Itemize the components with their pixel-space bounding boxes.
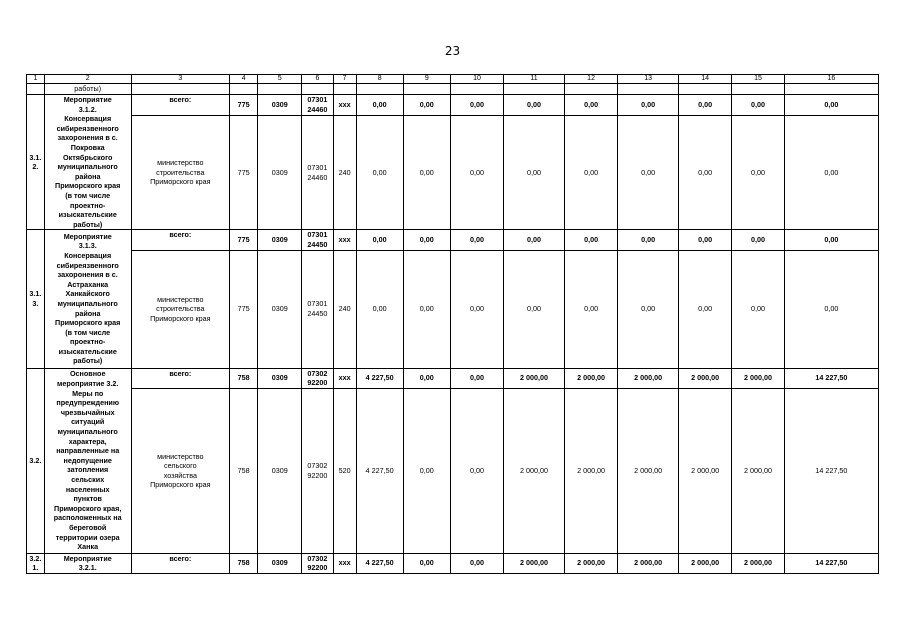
table-cell (302, 553, 333, 573)
executor-cell (131, 250, 229, 368)
table-cell (230, 388, 258, 553)
table-row-detail (27, 388, 879, 553)
table-cell (618, 84, 679, 95)
cell-text: 0309 (271, 304, 288, 314)
amount-cell (784, 250, 878, 368)
table-cell (784, 84, 878, 95)
executor-cell (131, 95, 229, 116)
amount-cell (618, 115, 679, 230)
table-header-row (27, 75, 879, 84)
amount-cell (678, 553, 731, 573)
cell-text: 0,00 (824, 304, 839, 314)
amount-cell (732, 95, 784, 116)
table-cell (230, 250, 258, 368)
cell-text: 10 (473, 75, 481, 82)
cell-text: 0,00 (641, 304, 656, 314)
cell-text: 0,00 (470, 235, 484, 245)
amount-cell (678, 230, 731, 250)
amount-cell (403, 553, 450, 573)
cell-text: 2 (85, 75, 90, 82)
cell-text: 758 (237, 373, 250, 383)
cell-text: 0,00 (824, 100, 839, 110)
cell-text: 0,00 (419, 100, 434, 110)
cell-text: 2 000,00 (577, 558, 606, 568)
cell-text: 0309 (271, 373, 288, 383)
amount-cell (784, 115, 878, 230)
amount-cell (618, 230, 679, 250)
cell-text: 3.1. 2. (29, 152, 42, 172)
cell-text: 758 (237, 465, 250, 475)
table-cell (230, 95, 258, 116)
table-cell (258, 553, 302, 573)
amount-cell (678, 368, 731, 388)
cell-text: 07302 92200 (307, 368, 328, 388)
executor-cell (131, 368, 229, 388)
cell-text: 2 000,00 (744, 373, 772, 383)
amount-cell (403, 95, 450, 116)
cell-text: 0,00 (751, 100, 765, 110)
amount-cell (356, 553, 403, 573)
table-cell (333, 84, 356, 95)
amount-cell (732, 250, 784, 368)
cell-text: 240 (338, 304, 351, 314)
amount-cell (678, 95, 731, 116)
cell-text: 0,00 (372, 235, 387, 245)
amount-cell (403, 368, 450, 388)
table-cell (258, 250, 302, 368)
executor-cell (131, 115, 229, 230)
cell-text: 14 227,50 (815, 465, 848, 475)
table-cell (302, 84, 333, 95)
measure-description: Меры по предупреждению чрезвычайных ситуаций муниципального характера, направленные на недопущение затопления сельских населенных пунктов Приморского края, расположенных на береговой территории озера Ханка (53, 388, 122, 552)
amount-cell (784, 230, 878, 250)
cell-text: 2 000,00 (634, 465, 663, 475)
amount-cell (784, 368, 878, 388)
column-header (450, 75, 503, 84)
amount-cell (356, 115, 403, 230)
column-header (302, 75, 333, 84)
cell-text: 07301 24450 (307, 299, 328, 318)
cell-text: 2 000,00 (744, 558, 772, 568)
cell-text: 07301 24460 (307, 95, 328, 114)
measure-title: Основное мероприятие 3.2. (57, 369, 119, 389)
cell-text: 4 227,50 (365, 373, 394, 383)
cell-text: 0,00 (584, 235, 599, 245)
measure-name-cell (44, 84, 131, 95)
table-cell (302, 115, 333, 230)
cell-text: 4 (241, 75, 246, 82)
cell-text: 6 (315, 75, 320, 82)
amount-cell (356, 230, 403, 250)
column-header (356, 75, 403, 84)
table-cell (403, 84, 450, 95)
cell-text: 0,00 (372, 167, 387, 177)
cell-text: 0,00 (641, 167, 656, 177)
table-cell (258, 84, 302, 95)
measure-description: Консервация сибиреязвенного захоронения в с. Покровка Октябрьского муниципального района Приморского края (в том числе проектно- изыскательские работы) (55, 114, 121, 229)
amount-cell (784, 388, 878, 553)
cell-text: 07302 92200 (307, 461, 328, 480)
cell-text: 775 (237, 304, 250, 314)
cell-text: 0,00 (527, 167, 542, 177)
executor-cell (131, 388, 229, 553)
cell-text: 0309 (271, 100, 288, 110)
cell-text: 0,00 (372, 100, 387, 110)
amount-cell (618, 368, 679, 388)
amount-cell (564, 388, 617, 553)
cell-text: 4 227,50 (365, 558, 394, 568)
column-header (618, 75, 679, 84)
column-header (131, 75, 229, 84)
amount-cell (504, 553, 565, 573)
amount-cell (504, 388, 565, 553)
cell-text: 4 227,50 (365, 465, 394, 475)
table-cell (302, 368, 333, 388)
amount-cell (450, 368, 503, 388)
cell-text: 0,00 (470, 167, 484, 177)
measure-title: Мероприятие 3.2.1. (63, 553, 112, 573)
amount-cell (618, 553, 679, 573)
table-cell (333, 115, 356, 230)
measure-number-cell (27, 553, 45, 573)
table-row-total (27, 95, 879, 116)
table-cell (333, 95, 356, 116)
cell-text: 3.1. 3. (29, 289, 42, 308)
measure-name-cell (44, 553, 131, 573)
cell-text: 0,00 (419, 167, 434, 177)
cell-text: 2 000,00 (744, 465, 772, 475)
measure-description: Консервация сибиреязвенного захоронения в с. Астраханка Ханкайского муниципального района Приморского края (в том числе проектно- изыскательские работы) (55, 250, 121, 366)
column-header (564, 75, 617, 84)
cell-text: 775 (237, 167, 250, 177)
measure-title: Мероприятие 3.1.3. (63, 231, 112, 251)
cell-text: 14 227,50 (815, 558, 848, 568)
cell-text: 7 (342, 75, 347, 82)
amount-cell (678, 250, 731, 368)
cell-text: ххх (338, 100, 351, 110)
amount-cell (564, 368, 617, 388)
amount-cell (618, 388, 679, 553)
amount-cell (356, 250, 403, 368)
cell-text: 0309 (271, 167, 288, 177)
cell-text: 0309 (271, 465, 288, 475)
amount-cell (678, 388, 731, 553)
cell-text: 0,00 (470, 304, 484, 314)
column-header (678, 75, 731, 84)
amount-cell (450, 553, 503, 573)
cell-text: 5 (277, 75, 282, 82)
cell-text: 0,00 (419, 304, 434, 314)
cell-text: 2 000,00 (520, 558, 549, 568)
budget-table (26, 74, 879, 574)
amount-cell (450, 230, 503, 250)
amount-cell (504, 250, 565, 368)
cell-text: 0,00 (419, 373, 434, 383)
cell-text: 3.2. (29, 455, 42, 465)
cell-text: 775 (237, 235, 250, 245)
cell-text: 0,00 (641, 100, 656, 110)
table-cell (302, 230, 333, 250)
cell-text: 0,00 (419, 558, 434, 568)
cell-text: всего: (169, 230, 192, 240)
amount-cell (564, 250, 617, 368)
amount-cell (784, 553, 878, 573)
cell-text: 0,00 (584, 304, 599, 314)
amount-cell (732, 388, 784, 553)
column-header (258, 75, 302, 84)
amount-cell (504, 115, 565, 230)
cell-text: работы) (74, 84, 102, 94)
cell-text: 2 000,00 (691, 465, 720, 475)
cell-text: 2 000,00 (520, 465, 549, 475)
cell-text: всего: (169, 368, 192, 378)
table-row-detail (27, 115, 879, 230)
amount-cell (564, 553, 617, 573)
table-cell (504, 84, 565, 95)
amount-cell (504, 368, 565, 388)
cell-text: 0309 (271, 235, 288, 245)
table-cell (333, 368, 356, 388)
table-cell (333, 250, 356, 368)
cell-text: 14 (701, 75, 710, 82)
amount-cell (732, 115, 784, 230)
cell-text: 3.2. 1. (29, 553, 42, 573)
amount-cell (732, 230, 784, 250)
table-cell (131, 84, 229, 95)
cell-text: 12 (587, 75, 595, 82)
amount-cell (450, 115, 503, 230)
cell-text: 0,00 (698, 167, 713, 177)
cell-text: 520 (338, 465, 351, 475)
table-cell (258, 115, 302, 230)
amount-cell (732, 368, 784, 388)
table-cell (302, 388, 333, 553)
amount-cell (678, 115, 731, 230)
cell-text: 1 (33, 75, 38, 82)
cell-text: всего: (169, 553, 192, 563)
cell-text: всего: (169, 95, 192, 104)
cell-text: 0,00 (698, 235, 713, 245)
amount-cell (564, 230, 617, 250)
cell-text: 0,00 (470, 465, 484, 475)
cell-text: 07301 24450 (307, 230, 328, 249)
cell-text: 11 (530, 75, 538, 82)
amount-cell (784, 95, 878, 116)
column-header (504, 75, 565, 84)
table-row-total (27, 553, 879, 573)
executor-cell (131, 230, 229, 250)
table-row-total (27, 230, 879, 250)
cell-text: министерство строительства Приморского края (150, 158, 211, 187)
cell-text: 0,00 (584, 167, 599, 177)
cell-text: 0,00 (698, 304, 713, 314)
cell-text: 2 000,00 (634, 558, 663, 568)
cell-text: 8 (377, 75, 382, 82)
cell-text: 2 000,00 (577, 465, 606, 475)
column-header (784, 75, 878, 84)
table-row-total (27, 368, 879, 388)
cell-text: 14 227,50 (815, 373, 848, 383)
table-cell (230, 115, 258, 230)
cell-text: 2 000,00 (691, 558, 720, 568)
cell-text: 0,00 (824, 235, 839, 245)
cell-text: 0,00 (751, 235, 765, 245)
cell-text: 2 000,00 (691, 373, 720, 383)
cell-text: ххх (338, 373, 351, 383)
table-cell (333, 230, 356, 250)
table-row-detail (27, 250, 879, 368)
executor-cell (131, 553, 229, 573)
measure-number-cell (27, 368, 45, 553)
cell-text: 0,00 (527, 235, 542, 245)
amount-cell (450, 95, 503, 116)
column-header (230, 75, 258, 84)
table-cell (333, 553, 356, 573)
measure-name-cell (44, 230, 131, 368)
amount-cell (504, 230, 565, 250)
cell-text: 0,00 (419, 235, 434, 245)
column-header (403, 75, 450, 84)
table-cell (27, 84, 45, 95)
amount-cell (504, 95, 565, 116)
amount-cell (356, 368, 403, 388)
cell-text: 0,00 (751, 167, 765, 177)
measure-number-cell (27, 95, 45, 230)
cell-text: 0,00 (470, 558, 484, 568)
amount-cell (564, 95, 617, 116)
page-number: 23 (444, 44, 461, 58)
table-row (27, 84, 879, 95)
table-cell (258, 230, 302, 250)
column-header (333, 75, 356, 84)
table-cell (258, 95, 302, 116)
measure-number-cell (27, 230, 45, 368)
amount-cell (356, 388, 403, 553)
cell-text: 0,00 (584, 100, 599, 110)
table-cell (333, 388, 356, 553)
cell-text: 0,00 (419, 465, 434, 475)
cell-text: ххх (338, 558, 351, 568)
table-cell (356, 84, 403, 95)
amount-cell (618, 95, 679, 116)
cell-text: 2 000,00 (520, 373, 549, 383)
amount-cell (564, 115, 617, 230)
table-cell (302, 250, 333, 368)
cell-text: 13 (644, 75, 653, 82)
cell-text: 0,00 (698, 100, 713, 110)
measure-name-cell (44, 95, 131, 230)
cell-text: 3 (178, 75, 183, 82)
amount-cell (732, 553, 784, 573)
table-cell (258, 388, 302, 553)
table-cell (258, 368, 302, 388)
cell-text: 0,00 (641, 235, 656, 245)
table-cell (302, 95, 333, 116)
cell-text: 2 000,00 (634, 373, 663, 383)
amount-cell (618, 250, 679, 368)
cell-text: 0,00 (470, 100, 484, 110)
cell-text: министерство строительства Приморского края (150, 294, 211, 323)
table-cell (450, 84, 503, 95)
cell-text: 758 (237, 558, 250, 568)
cell-text: 07302 92200 (307, 553, 328, 573)
amount-cell (403, 250, 450, 368)
cell-text: 9 (424, 75, 429, 82)
cell-text: 0,00 (470, 373, 484, 383)
table-cell (230, 230, 258, 250)
table-cell (230, 368, 258, 388)
amount-cell (450, 388, 503, 553)
table-cell (678, 84, 731, 95)
amount-cell (403, 230, 450, 250)
amount-cell (450, 250, 503, 368)
amount-cell (403, 388, 450, 553)
amount-cell (403, 115, 450, 230)
measure-title: Мероприятие 3.1.2. (63, 95, 112, 114)
cell-text: 15 (754, 75, 762, 82)
table-cell (732, 84, 784, 95)
cell-text: 0,00 (824, 167, 839, 177)
cell-text: 0,00 (751, 304, 765, 314)
cell-text: 0,00 (372, 304, 387, 314)
cell-text: ххх (338, 235, 351, 245)
cell-text: 0309 (271, 558, 288, 568)
cell-text: министерство сельского хозяйства Приморского края (150, 451, 211, 490)
amount-cell (356, 95, 403, 116)
table-cell (564, 84, 617, 95)
column-header (732, 75, 784, 84)
cell-text: 240 (338, 167, 351, 177)
cell-text: 07301 24460 (307, 162, 328, 182)
column-header (44, 75, 131, 84)
column-header (27, 75, 45, 84)
cell-text: 16 (827, 75, 836, 82)
cell-text: 0,00 (527, 100, 542, 110)
cell-text: 2 000,00 (577, 373, 606, 383)
table-cell (230, 553, 258, 573)
table-cell (230, 84, 258, 95)
cell-text: 0,00 (527, 304, 542, 314)
measure-name-cell (44, 368, 131, 553)
cell-text: 775 (237, 100, 250, 110)
